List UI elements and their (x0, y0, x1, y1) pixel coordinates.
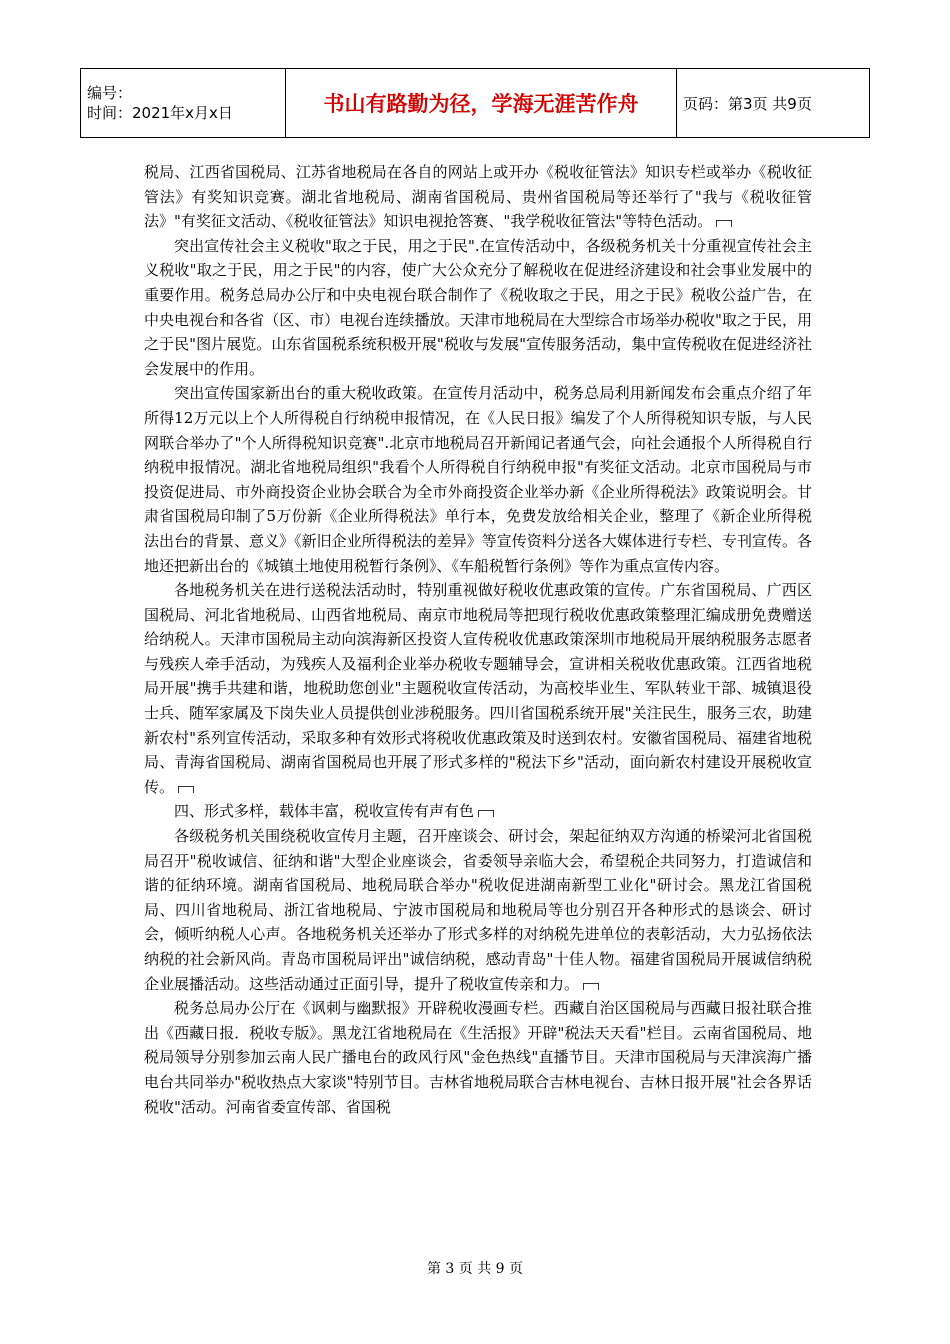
paragraph-2: 突出宣传社会主义税收"取之于民，用之于民".在宣传活动中，各级税务机关十分重视宣传社会主义税收"取之于民，用之于民"的内容，使广大公众充分了解税收在促进经济建设和社会事业发展中的重要作用。税务总局办公厅和中央电视台联合制作了《税收取之于民，用之于民》税收公益广告，在中央电视台和各省（区、市）电视台连续播放。天津市地税局在大型综合市场举办税收"取之于民，用之于民"图片展览。山东省国税系统积极开展"税收与发展"宣传服务活动，集中宣传税收在促进经济社会发展中的作用。 (144, 236, 812, 378)
paragraph-mark-icon (583, 983, 599, 990)
header-motto: 书山有路勤为径，学海无涯苦作舟 (286, 69, 677, 138)
doc-time-label: 时间：2021年x月x日 (87, 104, 233, 122)
paragraph-mark-icon (716, 220, 732, 227)
header-table (80, 68, 870, 138)
page-footer: 第 3 页 共 9 页 (426, 1261, 524, 1277)
paragraph-5: 各级税务机关围绕税收宣传月主题，召开座谈会、研讨会，架起征纳双方沟通的桥梁河北省国税局召开"税收诚信、征纳和谐"大型企业座谈会，省委领导亲临大会，希望税企共同努力，打造诚信和谐的征纳环境。湖南省国税局、地税局联合举办"税收促进湖南新型工业化"研讨会。黑龙江省国税局、四川省地税局、浙江省地税局、宁波市国税局和地税局等也分别召开各种形式的恳谈会、研讨会，倾听纳税人心声。各地税务机关还举办了形式多样的对纳税先进单位的表彰活动，大力弘扬依法纳税的社会新风尚。青岛市国税局评出"诚信纳税，感动青岛"十佳人物。福建省国税局开展诚信纳税企业展播活动。这些活动通过正面引导，提升了税收宣传亲和力。 (144, 827, 812, 993)
paragraph-6: 税务总局办公厅在《讽刺与幽默报》开辟税收漫画专栏。西藏自治区国税局与西藏日报社联合推出《西藏日报．税收专版》。黑龙江省地税局在《生活报》开辟"税法天天看"栏目。云南省国税局、地税局领导分别参加云南人民广播电台的政风行风"金色热线"直播节目。天津市国税局与天津滨海广播电台共同举办"税收热点大家谈"特别节目。吉林省地税局联合吉林电视台、吉林日报开展"社会各界话税收"活动。河南省委宣传部、省国税 (144, 999, 812, 1116)
paragraph-3: 突出宣传国家新出台的重大税收政策。在宣传月活动中，税务总局利用新闻发布会重点介绍了年所得12万元以上个人所得税自行纳税申报情况，在《人民日报》编发了个人所得税知识专版，与人民网联合举办了"个人所得税知识竞赛".北京市地税局召开新闻记者通气会，向社会通报个人所得税自行纳税申报情况。湖北省地税局组织"我看个人所得税自行纳税申报"有奖征文活动。北京市国税局与市投资促进局、市外商投资企业协会联合为全市外商投资企业举办新《企业所得税法》政策说明会。甘肃省国税局印制了5万份新《企业所得税法》单行本，免费发放给相关企业，整理了《新企业所得税法出台的背景、意义》《新旧企业所得税法的差异》等宣传资料分送各大媒体进行专栏、专刊宣传。各地还把新出台的《城镇土地使用税暂行条例》、《车船税暂行条例》等作为重点宣传内容。 (144, 384, 812, 575)
header-meta-cell (81, 69, 286, 138)
header-page-info: 页码：第3页 共9页 (677, 69, 870, 138)
section-heading: 四、形式多样，载体丰富，税收宣传有声有色 (144, 799, 812, 824)
doc-number-label: 编号： (87, 84, 133, 102)
paragraph-mark-icon (178, 786, 194, 793)
document-body (144, 160, 812, 1119)
paragraph-1: 税局、江西省国税局、江苏省地税局在各自的网站上或开办《税收征管法》知识专栏或举办《税收征管法》有奖知识竞赛。湖北省地税局、湖南省国税局、贵州省国税局等还举行了"我与《税收征管法》"有奖征文活动、《税收征管法》知识电视抢答赛、"我学税收征管法"等特色活动。 (144, 163, 812, 231)
paragraph-4: 各地税务机关在进行送税法活动时，特别重视做好税收优惠政策的宣传。广东省国税局、广西区国税局、河北省地税局、山西省地税局、南京市地税局等把现行税收优惠政策整理汇编成册免费赠送给纳税人。天津市国税局主动向滨海新区投资人宣传税收优惠政策深圳市地税局开展纳税服务志愿者与残疾人牵手活动，为残疾人及福利企业举办税收专题辅导会，宣讲相关税收优惠政策。江西省地税局开展"携手共建和谐，地税助您创业"主题税收宣传活动，为高校毕业生、军队转业干部、城镇退役士兵、随军家属及下岗失业人员提供创业涉税服务。四川省国税系统开展"关注民生，服务三农，助建新农村"系列宣传活动，采取多种有效形式将税收优惠政策及时送到农村。安徽省国税局、福建省地税局、青海省国税局、湖南省国税局也开展了形式多样的"税法下乡"活动，面向新农村建设开展税收宣传。 (144, 581, 812, 796)
paragraph-mark-icon (478, 810, 494, 817)
